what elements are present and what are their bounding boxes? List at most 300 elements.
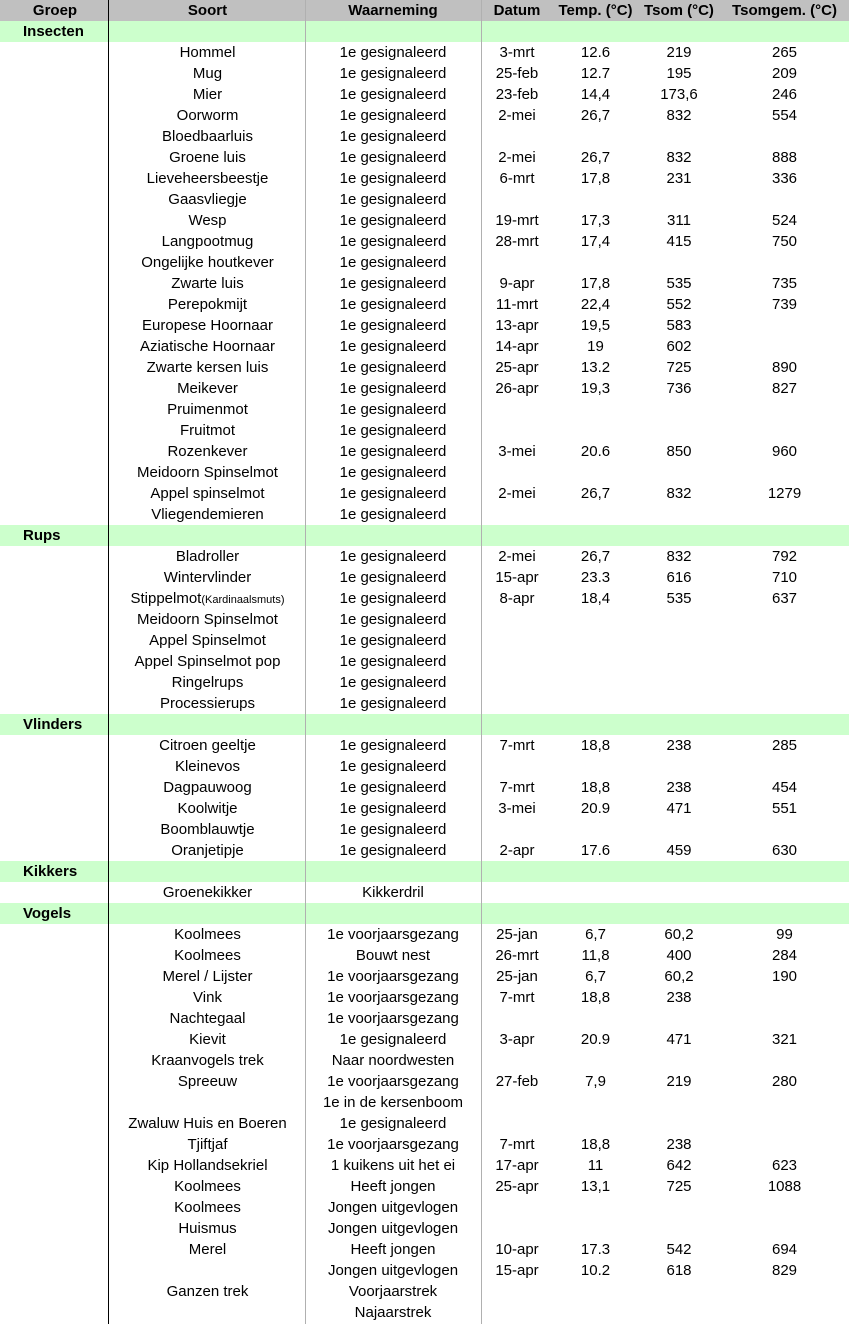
datum-value: 3-mei [498, 443, 536, 460]
tsom-cell [638, 1092, 720, 1113]
temp-cell [553, 735, 638, 756]
soort-cell [110, 924, 305, 945]
soort-value: Meidoorn Spinselmot [137, 611, 278, 628]
temp-value: 23.3 [580, 569, 611, 586]
tsomgem-cell [720, 567, 849, 588]
soort-value: Mier [192, 86, 223, 103]
temp-cell [553, 294, 638, 315]
soort-cell [110, 1302, 305, 1323]
temp-cell [553, 546, 638, 567]
temp-value: 26,7 [580, 548, 611, 565]
soort-value: Lieveheersbeestje [146, 170, 269, 187]
datum-cell [481, 441, 553, 462]
waarneming-value: 1e gesignaleerd [339, 758, 447, 775]
waarneming-value: 1e gesignaleerd [339, 422, 447, 439]
temp-cell [553, 399, 638, 420]
waarneming-cell [305, 987, 481, 1008]
waarneming-cell [305, 1218, 481, 1239]
tsomgem-cell [720, 588, 849, 609]
waarneming-value: 1e gesignaleerd [339, 44, 447, 61]
datum-cell [481, 336, 553, 357]
header-tsom: Tsom (°C) [644, 2, 714, 19]
table-row [0, 336, 849, 357]
tsomgem-value: 554 [771, 107, 798, 124]
tsom-value: 725 [666, 1178, 692, 1195]
datum-cell [481, 735, 553, 756]
temp-cell [553, 819, 638, 840]
table-row [0, 567, 849, 588]
temp-cell [553, 567, 638, 588]
waarneming-cell [305, 777, 481, 798]
tsomgem-cell [720, 966, 849, 987]
datum-cell [481, 840, 553, 861]
soort-cell [110, 630, 305, 651]
tsom-value: 618 [666, 1262, 692, 1279]
waarneming-value: Heeft jongen [350, 1241, 436, 1258]
soort-cell [110, 966, 305, 987]
table-row [0, 588, 849, 609]
table-row [0, 126, 849, 147]
tsomgem-cell [720, 504, 849, 525]
temp-cell [553, 798, 638, 819]
tsomgem-cell [720, 1134, 849, 1155]
tsom-cell [638, 735, 720, 756]
waarneming-value: 1e gesignaleerd [339, 464, 447, 481]
table-row [0, 693, 849, 714]
datum-cell [481, 1197, 553, 1218]
temp-cell [553, 147, 638, 168]
waarneming-cell [305, 1113, 481, 1134]
tsomgem-cell [720, 294, 849, 315]
table-row [0, 1029, 849, 1050]
tsom-value: 552 [666, 296, 692, 313]
temp-cell [553, 252, 638, 273]
datum-cell [481, 819, 553, 840]
waarneming-value: 1e gesignaleerd [339, 821, 447, 838]
tsom-cell [638, 1260, 720, 1281]
table-row [0, 1281, 849, 1302]
datum-value: 7-mrt [499, 737, 535, 754]
soort-value: Kip Hollandsekriel [147, 1157, 268, 1174]
tsom-value: 238 [666, 779, 692, 796]
tsomgem-cell [720, 882, 849, 903]
tsomgem-cell [720, 42, 849, 63]
soort-cell [110, 1239, 305, 1260]
temp-value: 18,8 [580, 779, 611, 796]
soort-value: Hommel [179, 44, 236, 61]
temp-cell [553, 1281, 638, 1302]
waarneming-value: 1e in de kersenboom [322, 1094, 464, 1111]
soort-cell [110, 252, 305, 273]
tsomgem-cell [720, 1260, 849, 1281]
soort-cell [110, 1092, 305, 1113]
waarneming-cell [305, 1092, 481, 1113]
table-row [0, 609, 849, 630]
datum-value: 11-mrt [495, 296, 539, 313]
datum-cell [481, 504, 553, 525]
datum-value: 23-feb [495, 86, 539, 103]
waarneming-cell [305, 294, 481, 315]
temp-cell [553, 441, 638, 462]
temp-cell [553, 1029, 638, 1050]
tsom-cell [638, 84, 720, 105]
waarneming-value: 1e gesignaleerd [339, 401, 447, 418]
soort-value: Rozenkever [167, 443, 248, 460]
waarneming-cell [305, 798, 481, 819]
tsom-value: 535 [666, 590, 692, 607]
temp-cell [553, 630, 638, 651]
soort-value: Vink [193, 989, 222, 1006]
header-row [0, 0, 849, 21]
soort-cell [110, 588, 305, 609]
temp-value: 20.9 [580, 1031, 611, 1048]
tsom-cell [638, 1176, 720, 1197]
tsomgem-cell [720, 483, 849, 504]
soort-value: Koolwitje [177, 800, 238, 817]
soort-cell [110, 567, 305, 588]
datum-cell [481, 1113, 553, 1134]
tsomgem-cell [720, 777, 849, 798]
waarneming-value: 1e gesignaleerd [339, 359, 447, 376]
tsom-cell [638, 1113, 720, 1134]
soort-cell [110, 420, 305, 441]
temp-cell [553, 1239, 638, 1260]
tsomgem-cell [720, 105, 849, 126]
soort-cell [110, 399, 305, 420]
tsom-cell [638, 252, 720, 273]
tsomgem-value: 888 [771, 149, 798, 166]
temp-value: 26,7 [580, 485, 611, 502]
waarneming-cell [305, 1260, 481, 1281]
tsom-cell [638, 42, 720, 63]
tsom-value: 471 [666, 1031, 692, 1048]
table-row [0, 63, 849, 84]
datum-cell [481, 420, 553, 441]
tsomgem-cell [720, 1071, 849, 1092]
soort-cell [110, 777, 305, 798]
soort-cell [110, 1281, 305, 1302]
waarneming-cell [305, 651, 481, 672]
datum-cell [481, 651, 553, 672]
tsom-value: 642 [666, 1157, 692, 1174]
temp-cell [553, 672, 638, 693]
soort-cell [110, 1134, 305, 1155]
tsomgem-value: 190 [771, 968, 798, 985]
datum-cell [481, 756, 553, 777]
temp-cell [553, 483, 638, 504]
waarneming-cell [305, 1071, 481, 1092]
waarneming-value: 1e gesignaleerd [339, 254, 447, 271]
temp-cell [553, 1176, 638, 1197]
tsom-cell [638, 651, 720, 672]
table-row [0, 357, 849, 378]
soort-cell [110, 63, 305, 84]
waarneming-value: 1e gesignaleerd [339, 779, 447, 796]
soort-value: Appel Spinselmot pop [134, 653, 281, 670]
tsom-cell [638, 546, 720, 567]
group-label: Insecten [23, 23, 84, 40]
table-row [0, 1302, 849, 1323]
tsomgem-cell [720, 1113, 849, 1134]
temp-cell [553, 189, 638, 210]
tsom-cell [638, 1008, 720, 1029]
soort-cell [110, 231, 305, 252]
soort-value: Pruimenmot [167, 401, 248, 418]
temp-value: 13,1 [580, 1178, 611, 1195]
datum-cell [481, 798, 553, 819]
temp-cell [553, 63, 638, 84]
tsom-cell [638, 1134, 720, 1155]
waarneming-cell [305, 567, 481, 588]
table-row [0, 630, 849, 651]
waarneming-cell [305, 1197, 481, 1218]
temp-value: 6,7 [585, 968, 606, 985]
soort-value: Koolmees [174, 1199, 241, 1216]
waarneming-cell [305, 84, 481, 105]
temp-cell [553, 1008, 638, 1029]
tsom-cell [638, 462, 720, 483]
soort-value: Tjiftjaf [187, 1136, 228, 1153]
soort-cell [110, 168, 305, 189]
table-row [0, 1260, 849, 1281]
tsom-cell [638, 294, 720, 315]
datum-cell [481, 1092, 553, 1113]
tsomgem-value: 524 [771, 212, 798, 229]
table-row [0, 1197, 849, 1218]
soort-value: Oranjetipje [171, 842, 244, 859]
soort-cell [110, 105, 305, 126]
tsom-value: 725 [666, 359, 692, 376]
soort-value: Zwarte luis [171, 275, 244, 292]
tsomgem-cell [720, 273, 849, 294]
tsom-cell [638, 588, 720, 609]
tsomgem-cell [720, 441, 849, 462]
waarneming-value: 1e gesignaleerd [339, 86, 447, 103]
waarneming-cell [305, 105, 481, 126]
datum-cell [481, 1281, 553, 1302]
tsom-cell [638, 924, 720, 945]
tsom-value: 400 [666, 947, 692, 964]
waarneming-value: 1e gesignaleerd [339, 800, 447, 817]
header-soort: Soort [187, 2, 228, 19]
waarneming-cell [305, 546, 481, 567]
temp-cell [553, 462, 638, 483]
temp-value: 17,4 [580, 233, 611, 250]
soort-value: Oorworm [176, 107, 239, 124]
soort-value: Gaasvliegje [168, 191, 247, 208]
datum-value: 2-mei [498, 107, 536, 124]
table-row [0, 1050, 849, 1071]
tsom-value: 195 [666, 65, 692, 82]
table-row [0, 546, 849, 567]
tsom-cell [638, 1197, 720, 1218]
waarneming-value: 1e gesignaleerd [339, 653, 447, 670]
datum-cell [481, 1239, 553, 1260]
tsomgem-cell [720, 231, 849, 252]
tsom-cell [638, 840, 720, 861]
temp-value: 19 [587, 338, 604, 355]
tsomgem-value: 265 [771, 44, 798, 61]
tsom-cell [638, 378, 720, 399]
waarneming-value: Jongen uitgevlogen [327, 1220, 459, 1237]
datum-cell [481, 378, 553, 399]
datum-value: 6-mrt [499, 170, 535, 187]
tsomgem-value: 454 [771, 779, 798, 796]
waarneming-value: 1e gesignaleerd [339, 842, 447, 859]
waarneming-cell [305, 1176, 481, 1197]
tsomgem-value: 280 [771, 1073, 798, 1090]
tsom-value: 311 [667, 212, 691, 229]
tsom-value: 542 [666, 1241, 692, 1258]
tsomgem-cell [720, 462, 849, 483]
table-row [0, 924, 849, 945]
waarneming-value: 1e gesignaleerd [339, 1115, 447, 1132]
temp-cell [553, 1071, 638, 1092]
waarneming-value: 1e gesignaleerd [339, 485, 447, 502]
soort-cell [110, 546, 305, 567]
waarneming-cell [305, 1239, 481, 1260]
waarneming-value: 1e voorjaarsgezang [327, 1073, 459, 1090]
tsom-cell [638, 1071, 720, 1092]
soort-cell [110, 378, 305, 399]
waarneming-cell [305, 609, 481, 630]
tsom-cell [638, 336, 720, 357]
group-label: Vogels [23, 905, 72, 922]
waarneming-cell [305, 924, 481, 945]
datum-cell [481, 42, 553, 63]
header-waarneming: Waarneming [348, 2, 438, 19]
waarneming-value: 1e gesignaleerd [339, 695, 447, 712]
tsomgem-cell [720, 420, 849, 441]
datum-cell [481, 210, 553, 231]
soort-cell [110, 756, 305, 777]
temp-value: 6,7 [585, 926, 606, 943]
tsom-cell [638, 273, 720, 294]
soort-cell [110, 1008, 305, 1029]
tsomgem-value: 827 [771, 380, 798, 397]
tsom-cell [638, 672, 720, 693]
tsom-value: 535 [666, 275, 692, 292]
soort-value: Ongelijke houtkever [141, 254, 274, 271]
waarneming-cell [305, 630, 481, 651]
tsomgem-cell [720, 693, 849, 714]
tsom-cell [638, 777, 720, 798]
datum-cell [481, 105, 553, 126]
tsom-value: 736 [666, 380, 692, 397]
waarneming-cell [305, 42, 481, 63]
datum-cell [481, 357, 553, 378]
temp-value: 17.6 [580, 842, 611, 859]
soort-value: Europese Hoornaar [142, 317, 273, 334]
tsom-value: 231 [666, 170, 692, 187]
datum-cell [481, 294, 553, 315]
temp-cell [553, 756, 638, 777]
temp-cell [553, 1197, 638, 1218]
soort-value: Appel spinselmot [150, 485, 265, 502]
datum-value: 19-mrt [495, 212, 539, 229]
tsom-cell [638, 1302, 720, 1323]
soort-value: Meidoorn Spinselmot [137, 464, 278, 481]
tsom-value: 238 [666, 737, 692, 754]
temp-cell [553, 651, 638, 672]
table-row [0, 735, 849, 756]
soort-cell [110, 1197, 305, 1218]
datum-cell [481, 966, 553, 987]
table-row [0, 966, 849, 987]
temp-value: 12.7 [580, 65, 611, 82]
tsom-value: 173,6 [660, 86, 698, 103]
datum-cell [481, 567, 553, 588]
temp-cell [553, 504, 638, 525]
waarneming-cell [305, 189, 481, 210]
datum-value: 3-mrt [499, 44, 535, 61]
temp-cell [553, 987, 638, 1008]
tsomgem-cell [720, 1008, 849, 1029]
temp-value: 17,8 [580, 170, 611, 187]
tsomgem-cell [720, 84, 849, 105]
temp-cell [553, 126, 638, 147]
soort-cell [110, 189, 305, 210]
waarneming-value: 1e gesignaleerd [339, 674, 447, 691]
temp-value: 19,3 [580, 380, 611, 397]
tsom-cell [638, 315, 720, 336]
table-row [0, 1071, 849, 1092]
soort-value: Perepokmijt [167, 296, 248, 313]
tsom-value: 238 [666, 1136, 692, 1153]
soort-cell [110, 483, 305, 504]
tsom-value: 60,2 [664, 968, 694, 985]
table-row [0, 651, 849, 672]
datum-cell [481, 483, 553, 504]
table-row [0, 147, 849, 168]
temp-value: 18,4 [580, 590, 611, 607]
datum-cell [481, 1029, 553, 1050]
soort-value: Bladroller [175, 548, 240, 565]
soort-value: Merel / Lijster [162, 968, 253, 985]
waarneming-value: 1e voorjaarsgezang [327, 968, 459, 985]
species-note: (Kardinaalsmuts) [201, 594, 285, 606]
soort-value: Ringelrups [171, 674, 244, 691]
waarneming-cell [305, 126, 481, 147]
tsomgem-cell [720, 651, 849, 672]
tsom-cell [638, 1050, 720, 1071]
datum-value: 2-mei [498, 548, 536, 565]
temp-value: 19,5 [580, 317, 611, 334]
waarneming-cell [305, 1029, 481, 1050]
tsom-cell [638, 504, 720, 525]
waarneming-cell [305, 273, 481, 294]
tsomgem-cell [720, 189, 849, 210]
tsomgem-cell [720, 1155, 849, 1176]
soort-value: Nachtegaal [169, 1010, 246, 1027]
datum-cell [481, 945, 553, 966]
tsom-value: 238 [666, 989, 692, 1006]
tsomgem-cell [720, 1092, 849, 1113]
soort-cell [110, 315, 305, 336]
tsom-cell [638, 1029, 720, 1050]
waarneming-cell [305, 882, 481, 903]
datum-value: 26-apr [495, 380, 539, 397]
temp-value: 26,7 [580, 107, 611, 124]
table-row [0, 420, 849, 441]
soort-value: Huismus [178, 1220, 237, 1237]
waarneming-value: 1e gesignaleerd [339, 65, 447, 82]
soort-cell [110, 462, 305, 483]
soort-value: Spreeuw [177, 1073, 238, 1090]
datum-cell [481, 1134, 553, 1155]
soort-value: Appel Spinselmot [149, 632, 266, 649]
tsom-cell [638, 819, 720, 840]
